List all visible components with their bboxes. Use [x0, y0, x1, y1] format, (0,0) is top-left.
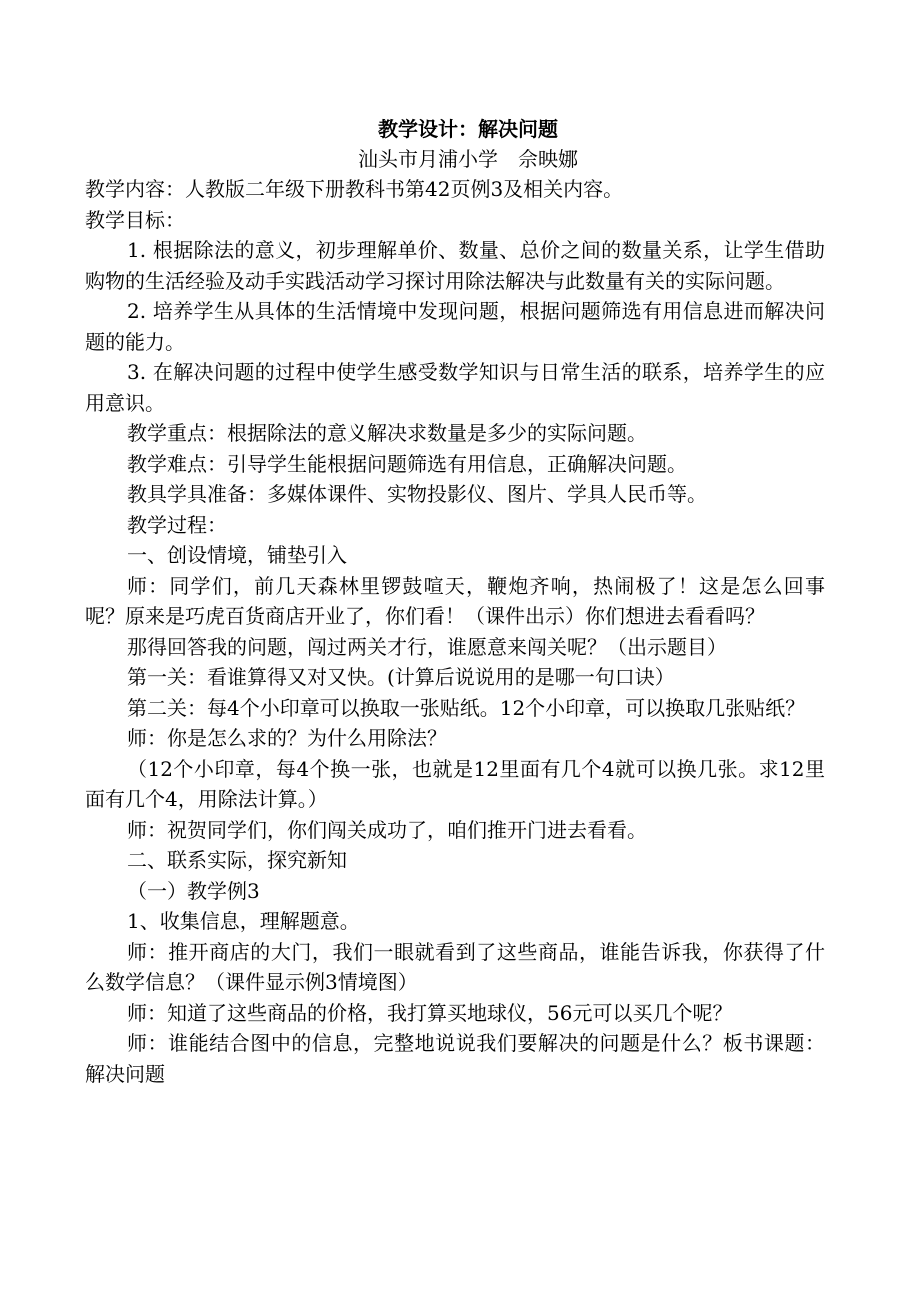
document-title: 教学设计：解决问题 — [378, 117, 558, 141]
paragraph-challenge-intro: 那得回答我的问题，闯过两关才行，谁愿意来闯关呢？（出示题目） — [127, 634, 727, 659]
paragraph-teacher-question: 师：你是怎么求的？为什么用除法？ — [127, 726, 447, 750]
paragraph-materials: 教具学具准备：多媒体课件、实物投影仪、图片、学具人民币等。 — [127, 482, 707, 506]
paragraph-example-3: （一）教学例3 — [127, 878, 260, 903]
paragraph-level-2: 第二关：每4个小印章可以换取一张贴纸。12个小印章，可以换取几张贴纸？ — [127, 695, 806, 720]
paragraph-difficulty: 教学难点：引导学生能根据问题筛选有用信息，正确解决问题。 — [127, 451, 687, 476]
paragraph-objective-2: 2. 培养学生从具体的生活情境中发现问题，根据问题筛选有用信息进而解决问题的能力。 — [85, 299, 825, 354]
paragraph-teacher-congrats: 师：祝贺同学们，你们闯关成功了，咱们推开门进去看看。 — [127, 817, 647, 842]
paragraph-section-2: 二、联系实际，探究新知 — [127, 848, 347, 872]
document-subtitle: 汕头市月浦小学 佘映娜 — [358, 147, 578, 171]
paragraph-objective-1: 1. 根据除法的意义，初步理解单价、数量、总价之间的数量关系，让学生借助购物的生活经验及动手实践活动学习探讨用除法解决与此数量有关的实际问题。 — [85, 238, 825, 293]
paragraph-section-1: 一、创设情境，铺垫引入 — [127, 543, 347, 567]
paragraph-teacher-problem: 师：谁能结合图中的信息，完整地说说我们要解决的问题是什么？板书课题：解决问题 — [85, 1031, 825, 1086]
paragraph-objectives-heading: 教学目标： — [85, 207, 185, 232]
paragraph-objective-3: 3. 在解决问题的过程中使学生感受数学知识与日常生活的联系，培养学生的应用意识。 — [85, 360, 825, 415]
paragraph-teacher-globe: 师：知道了这些商品的价格，我打算买地球仪，56元可以买几个呢？ — [127, 1000, 733, 1025]
paragraph-content: 教学内容：人教版二年级下册教科书第42页例3及相关内容。 — [85, 177, 624, 201]
paragraph-level-1: 第一关：看谁算得又对又快。(计算后说说用的是哪一句口诀） — [127, 665, 675, 689]
paragraph-key-point: 教学重点：根据除法的意义解决求数量是多少的实际问题。 — [127, 421, 647, 445]
paragraph-teacher-store: 师：推开商店的大门，我们一眼就看到了这些商品，谁能告诉我，你获得了什么数学信息？（课件显示例3情境图） — [85, 939, 825, 994]
document-page — [85, 114, 825, 1089]
paragraph-teacher-intro: 师：同学们，前几天森林里锣鼓喧天，鞭炮齐响，热闹极了！这是怎么回事呢？原来是巧虎百货商店开业了，你们看！（课件出示）你们想进去看看吗？ — [85, 573, 825, 628]
paragraph-answer-explanation: （12个小印章，每4个换一张，也就是12里面有几个4就可以换几张。求12里面有几个4，用除法计算。） — [85, 756, 825, 811]
paragraph-step-1: 1、收集信息，理解题意。 — [127, 909, 360, 933]
paragraph-process-heading: 教学过程： — [127, 512, 227, 537]
